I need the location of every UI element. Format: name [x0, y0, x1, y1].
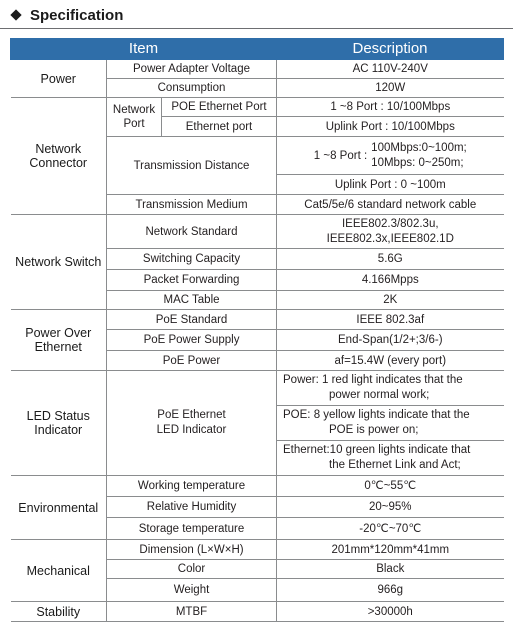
spec-label: PoE Power Supply — [107, 330, 277, 351]
spec-value: >30000h — [277, 602, 504, 622]
table-row — [11, 215, 504, 249]
distance-speed-100: 100Mbps:0~100m; — [371, 141, 467, 154]
spec-label — [107, 371, 277, 476]
spec-label: Weight — [107, 579, 277, 602]
spec-label: MTBF — [107, 602, 277, 622]
spec-value — [277, 215, 504, 249]
spec-label: Network Standard — [107, 215, 277, 249]
spec-label: Packet Forwarding — [107, 270, 277, 291]
network-port-group: Network Port — [107, 98, 162, 137]
led-poe-line-1: POE: 8 yellow lights indicate that the — [283, 409, 470, 421]
category-network-connector: Network Connector — [11, 98, 107, 215]
specification-table — [10, 38, 504, 622]
section-heading — [8, 4, 123, 26]
spec-label: PoE Power — [107, 351, 277, 371]
standard-line-2: IEEE802.3x,IEEE802.1D — [326, 232, 454, 245]
spec-label: Power Adapter Voltage — [107, 60, 277, 79]
spec-label: Switching Capacity — [107, 249, 277, 270]
spec-value: 20~95% — [277, 497, 504, 518]
table-header-row — [11, 39, 504, 60]
category-environmental: Environmental — [11, 476, 107, 540]
distance-speeds — [371, 141, 467, 171]
category-mechanical: Mechanical — [11, 540, 107, 602]
spec-label: Working temperature — [107, 476, 277, 497]
led-label-line-1: PoE Ethernet — [157, 409, 226, 421]
table-row — [11, 60, 504, 79]
table-row — [11, 602, 504, 622]
spec-value — [277, 137, 504, 175]
spec-label: POE Ethernet Port — [162, 98, 277, 117]
spec-label: Ethernet port — [162, 117, 277, 137]
led-power-line-1: Power: 1 red light indicates that the — [283, 374, 463, 386]
spec-value — [277, 406, 504, 441]
spec-value: End-Span(1/2+;3/6-) — [277, 330, 504, 351]
category-power-over-ethernet: Power Over Ethernet — [11, 310, 107, 371]
category-led-status-indicator: LED Status Indicator — [11, 371, 107, 476]
spec-value: Uplink Port : 0 ~100m — [277, 175, 504, 195]
spec-label: Consumption — [107, 79, 277, 98]
distance-detail — [314, 141, 467, 171]
category-stability: Stability — [11, 602, 107, 622]
spec-value: af=15.4W (every port) — [277, 351, 504, 371]
category-power: Power — [11, 60, 107, 98]
spec-value: Uplink Port : 10/100Mbps — [277, 117, 504, 137]
spec-value: 0℃~55℃ — [277, 476, 504, 497]
spec-value: 4.166Mpps — [277, 270, 504, 291]
led-label-line-2: LED Indicator — [156, 424, 227, 436]
spec-value: IEEE 802.3af — [277, 310, 504, 330]
spec-value: 2K — [277, 291, 504, 310]
table-row — [11, 476, 504, 497]
table-row — [11, 371, 504, 406]
standard-line-1: IEEE802.3/802.3u, — [341, 217, 439, 230]
spec-value: 966g — [277, 579, 504, 602]
diamond-bullet-icon — [10, 9, 21, 20]
spec-value — [277, 371, 504, 406]
table-row — [11, 310, 504, 330]
spec-label: Color — [107, 560, 277, 579]
distance-speed-10: 10Mbps: 0~250m; — [371, 156, 464, 169]
led-poe-line-2: POE is power on; — [329, 424, 419, 436]
spec-label: Dimension (L×W×H) — [107, 540, 277, 560]
spec-label: Transmission Medium — [107, 195, 277, 215]
header-item: Item — [11, 39, 277, 60]
distance-ports: 1 ~8 Port : — [313, 149, 368, 162]
spec-label: Transmission Distance — [107, 137, 277, 195]
spec-value: 201mm*120mm*41mm — [277, 540, 504, 560]
spec-label: Storage temperature — [107, 518, 277, 540]
spec-label: PoE Standard — [107, 310, 277, 330]
spec-label: MAC Table — [107, 291, 277, 310]
spec-value — [277, 441, 504, 476]
heading-divider — [0, 28, 513, 29]
spec-value: 5.6G — [277, 249, 504, 270]
led-eth-line-2: the Ethernet Link and Act; — [329, 459, 461, 471]
table-row — [11, 98, 504, 117]
header-description: Description — [277, 39, 504, 60]
spec-value: 1 ~8 Port : 10/100Mbps — [277, 98, 504, 117]
category-network-switch: Network Switch — [11, 215, 107, 310]
spec-label: Relative Humidity — [107, 497, 277, 518]
led-eth-line-1: Ethernet:10 green lights indicate that — [283, 444, 471, 456]
table-row — [11, 540, 504, 560]
spec-value: AC 110V-240V — [277, 60, 504, 79]
spec-value: Cat5/5e/6 standard network cable — [277, 195, 504, 215]
section-title: Specification — [30, 6, 124, 24]
spec-value: 120W — [277, 79, 504, 98]
spec-value: -20℃~70℃ — [277, 518, 504, 540]
led-power-line-2: power normal work; — [329, 389, 430, 401]
spec-value: Black — [277, 560, 504, 579]
